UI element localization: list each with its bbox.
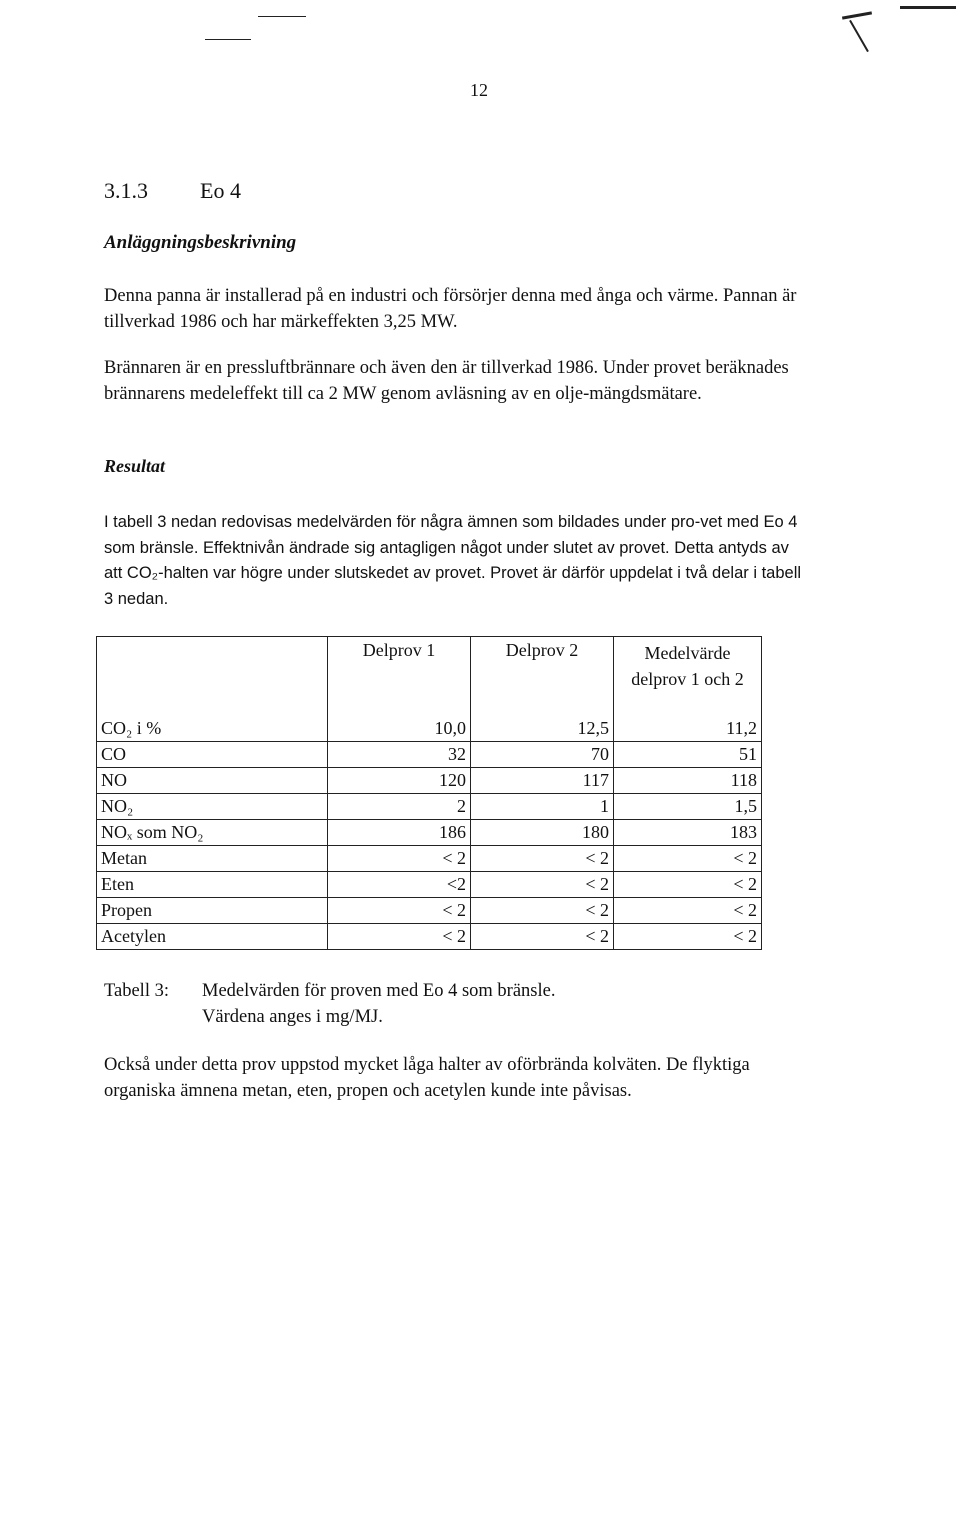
table-row [97, 794, 762, 820]
table-cell-d1: 32 [328, 742, 471, 768]
table-cell-d2: 70 [471, 742, 614, 768]
table-row [97, 872, 762, 898]
table-cell-d1: <2 [328, 872, 471, 898]
table-header-row [97, 637, 762, 717]
scan-artifact-mark [900, 6, 956, 9]
table-body [97, 716, 762, 950]
table-cell-label: CO₂ i % [97, 716, 328, 742]
paragraph-results-intro [104, 510, 804, 612]
table-row [97, 924, 762, 950]
table-row [97, 716, 762, 742]
table-cell-label: Acetylen [97, 924, 328, 950]
table-cell-d1: < 2 [328, 924, 471, 950]
subheading-resultat: Resultat [104, 456, 166, 476]
table-cell-label: Propen [97, 898, 328, 924]
table-cell-avg: 118 [614, 768, 762, 794]
caption-label: Tabell 3: [104, 981, 169, 1001]
scan-artifact-line [258, 16, 306, 17]
table-cell-d1: 186 [328, 820, 471, 846]
table-cell-avg: < 2 [614, 872, 762, 898]
table-cell-d2: < 2 [471, 872, 614, 898]
paragraph-description [104, 284, 804, 335]
table-cell-avg: 51 [614, 742, 762, 768]
section-number: 3.1.3 [104, 178, 148, 203]
subheading-anlaggningsbeskrivning: Anläggningsbeskrivning [104, 232, 297, 253]
paragraph-text: Denna panna är installerad på en industri och försörjer denna med ånga och värme. Pannan är tillverkad 1986 och har märkeffekten 3,25 MW. [104, 286, 797, 332]
table-cell-avg: < 2 [614, 898, 762, 924]
table-row [97, 820, 762, 846]
caption-line-2: Värdena anges i mg/MJ. [202, 1007, 383, 1027]
table-cell-label: NOₓ som NO₂ [97, 820, 328, 846]
table-header-cell: Delprov 2 [471, 637, 614, 717]
table-cell-d1: < 2 [328, 846, 471, 872]
table-cell-d2: 180 [471, 820, 614, 846]
table-cell-d2: < 2 [471, 846, 614, 872]
table-cell-avg: 183 [614, 820, 762, 846]
table-caption [104, 978, 555, 1030]
scan-artifact-mark [842, 11, 872, 19]
paragraph-conclusion [104, 1053, 804, 1104]
table-cell-avg: 11,2 [614, 716, 762, 742]
table-cell-avg: < 2 [614, 924, 762, 950]
paragraph-text: Också under detta prov uppstod mycket låga halter av oförbrända kolväten. De flyktiga organiska ämnena metan, eten, propen och acetylen kunde inte påvisas. [104, 1055, 750, 1101]
table-cell-avg: 1,5 [614, 794, 762, 820]
table-cell-label: CO [97, 742, 328, 768]
table-cell-label: Eten [97, 872, 328, 898]
table-cell-d2: 12,5 [471, 716, 614, 742]
table-header-cell: Medelvärde delprov 1 och 2 [614, 637, 762, 717]
table-cell-d1: 10,0 [328, 716, 471, 742]
table-cell-label: Metan [97, 846, 328, 872]
table-cell-d1: < 2 [328, 898, 471, 924]
table-cell-d2: < 2 [471, 924, 614, 950]
table-row [97, 846, 762, 872]
table-cell-d2: < 2 [471, 898, 614, 924]
table-row [97, 768, 762, 794]
paragraph-text: I tabell 3 nedan redovisas medelvärden för några ämnen som bildades under pro-vet med Eo 4 som bränsle. Effektnivån ändrade sig antagligen något under slutet av provet. Detta antyds av att CO₂-halten var högre under slutskedet av provet. Provet är därför uppdelat i två delar i tabell 3 nedan. [104, 513, 802, 608]
table-row [97, 742, 762, 768]
table-cell-label: NO₂ [97, 794, 328, 820]
table-cell-d1: 2 [328, 794, 471, 820]
scan-artifact-line [205, 39, 251, 40]
table-cell-d2: 117 [471, 768, 614, 794]
table-header-cell: Delprov 1 [328, 637, 471, 717]
section-heading [104, 178, 241, 204]
table-row [97, 898, 762, 924]
table-cell-d1: 120 [328, 768, 471, 794]
table-cell-avg: < 2 [614, 846, 762, 872]
results-table [96, 636, 762, 950]
scan-artifact-mark [849, 20, 869, 52]
table-cell-label: NO [97, 768, 328, 794]
page-number: 12 [470, 80, 488, 100]
table-cell-d2: 1 [471, 794, 614, 820]
table-header-cell [97, 637, 328, 717]
section-title: Eo 4 [200, 178, 241, 203]
caption-line-1: Medelvärden för proven med Eo 4 som bränsle. [202, 981, 556, 1001]
paragraph-text: Brännaren är en pressluftbrännare och även den är tillverkad 1986. Under provet beräknades brännarens medeleffekt till ca 2 MW genom avläsning av en olje-mängdsmätare. [104, 358, 789, 404]
paragraph-burner [104, 356, 804, 407]
